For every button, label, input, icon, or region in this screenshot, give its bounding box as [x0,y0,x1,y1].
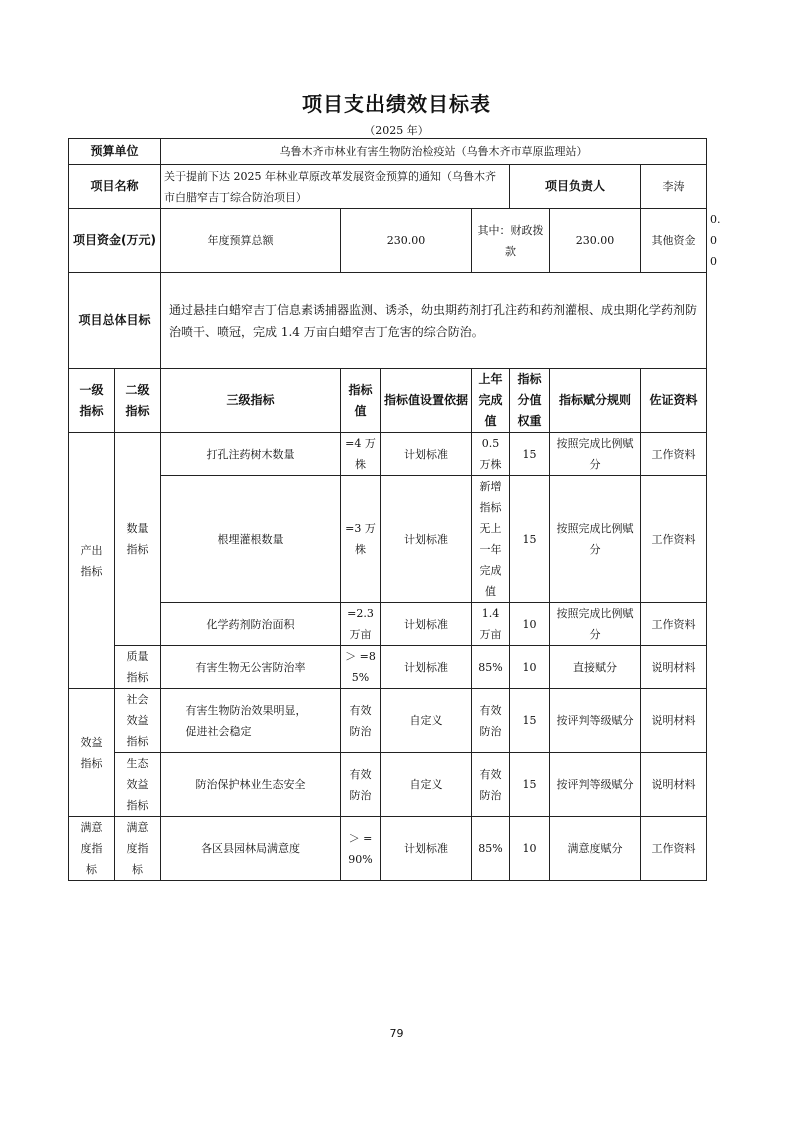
indicator-last: 有效防治 [472,753,510,817]
indicator-name: 打孔注药树木数量 [161,433,341,476]
col-level3: 三级指标 [161,369,341,433]
indicator-rule: 按照完成比例赋分 [550,476,641,603]
indicator-name: 有害生物无公害防治率 [161,646,341,689]
indicator-name: 根埋灌根数量 [161,476,341,603]
indicator-last: 85% [472,646,510,689]
indicator-weight: 15 [510,476,550,603]
indicator-evidence: 工作资料 [641,433,707,476]
goal-value: 通过悬挂白蜡窄吉丁信息素诱捕器监测、诱杀，幼虫期药剂打孔注药和药剂灌根、成虫期化学药剂防治喷干、喷冠，完成 1.4 万亩白蜡窄吉丁危害的综合防治。 [161,273,707,369]
indicator-rule: 按照完成比例赋分 [550,603,641,646]
unit-value: 乌鲁木齐市林业有害生物防治检疫站（乌鲁木齐市草原监理站） [161,139,707,165]
page-number: 79 [389,1027,404,1040]
group-satisfaction: 满意度指标 [69,817,115,881]
indicator-weight: 15 [510,433,550,476]
indicator-evidence: 说明材料 [641,646,707,689]
table-row [69,603,707,646]
col-weight: 指标分值权重 [510,369,550,433]
col-evidence: 佐证资料 [641,369,707,433]
indicator-name: 有害生物防治效果明显，促进社会稳定 [161,689,341,753]
owner-value: 李涛 [641,165,707,209]
indicator-name: 各区县园林局满意度 [161,817,341,881]
indicator-weight: 15 [510,689,550,753]
indicator-name: 防治保护林业生态安全 [161,753,341,817]
indicator-rule: 满意度赋分 [550,817,641,881]
name-value: 关于提前下达 2025 年林业草原改革发展资金预算的通知（乌鲁木齐市白腊窄吉丁综合防治项目） [161,165,510,209]
group-social: 社会效益指标 [115,689,161,753]
indicator-basis: 自定义 [381,689,472,753]
group-satisfaction-sub: 满意度指标 [115,817,161,881]
col-level2: 二级指标 [115,369,161,433]
indicator-basis: 自定义 [381,753,472,817]
indicator-basis: 计划标准 [381,476,472,603]
indicator-evidence: 工作资料 [641,817,707,881]
indicator-rule: 按照完成比例赋分 [550,433,641,476]
column-header-row [69,369,707,433]
group-benefit: 效益指标 [69,689,115,817]
goal-label: 项目总体目标 [69,273,161,369]
indicator-weight: 15 [510,753,550,817]
group-output: 产出指标 [69,433,115,689]
col-rule: 指标赋分规则 [550,369,641,433]
col-basis: 指标值设置依据 [381,369,472,433]
fund-row: 项目资金(万元) 年度预算总额 230.00 其中：财政拨款 230.00 其他资金 0.00 [69,209,707,273]
indicator-last: 新增指标无上一年完成值 [472,476,510,603]
indicator-weight: 10 [510,817,550,881]
group-quantity: 数量指标 [115,433,161,646]
indicator-last: 1.4 万亩 [472,603,510,646]
indicator-value: ＞ =85% [341,646,381,689]
indicator-basis: 计划标准 [381,646,472,689]
indicator-weight: 10 [510,646,550,689]
col-last-year: 上年完成值 [472,369,510,433]
indicator-last: 有效防治 [472,689,510,753]
table-row [69,476,707,603]
fiscal-label: 其中：财政拨款 [472,209,550,273]
table-row [69,433,707,476]
table-row [69,646,707,689]
performance-target-table [68,138,721,881]
unit-label: 预算单位 [69,139,161,165]
group-eco: 生态效益指标 [115,753,161,817]
indicator-last: 85% [472,817,510,881]
name-label: 项目名称 [69,165,161,209]
page-title: 项目支出绩效目标表 [302,92,491,116]
annual-budget-value: 230.00 [341,209,472,273]
indicator-value: 有效防治 [341,753,381,817]
table-row [69,753,707,817]
col-level1: 一级指标 [69,369,115,433]
indicator-value: =2.3 万亩 [341,603,381,646]
indicator-evidence: 工作资料 [641,476,707,603]
indicator-value: =3 万株 [341,476,381,603]
indicator-evidence: 工作资料 [641,603,707,646]
table-row [69,689,707,753]
col-value: 指标值 [341,369,381,433]
year-label: （2025 年） [364,124,429,137]
indicator-name: 化学药剂防治面积 [161,603,341,646]
indicator-evidence: 说明材料 [641,753,707,817]
goal-row [69,273,707,369]
other-fund-label: 其他资金 [641,209,707,273]
indicator-value: ＞ =90% [341,817,381,881]
owner-label: 项目负责人 [510,165,641,209]
indicator-evidence: 说明材料 [641,689,707,753]
budget-unit-row [69,139,707,165]
indicator-weight: 10 [510,603,550,646]
indicator-last: 0.5 万株 [472,433,510,476]
fund-label: 项目资金(万元) [69,209,161,273]
project-name-row [69,165,707,209]
indicator-rule: 按评判等级赋分 [550,753,641,817]
indicator-rule: 直接赋分 [550,646,641,689]
indicator-value: =4 万株 [341,433,381,476]
indicator-basis: 计划标准 [381,603,472,646]
indicator-rule: 按评判等级赋分 [550,689,641,753]
group-quality: 质量指标 [115,646,161,689]
annual-budget-label: 年度预算总额 [161,209,341,273]
table-row [69,817,707,881]
indicator-basis: 计划标准 [381,433,472,476]
indicator-value: 有效防治 [341,689,381,753]
indicator-basis: 计划标准 [381,817,472,881]
fiscal-value: 230.00 [550,209,641,273]
